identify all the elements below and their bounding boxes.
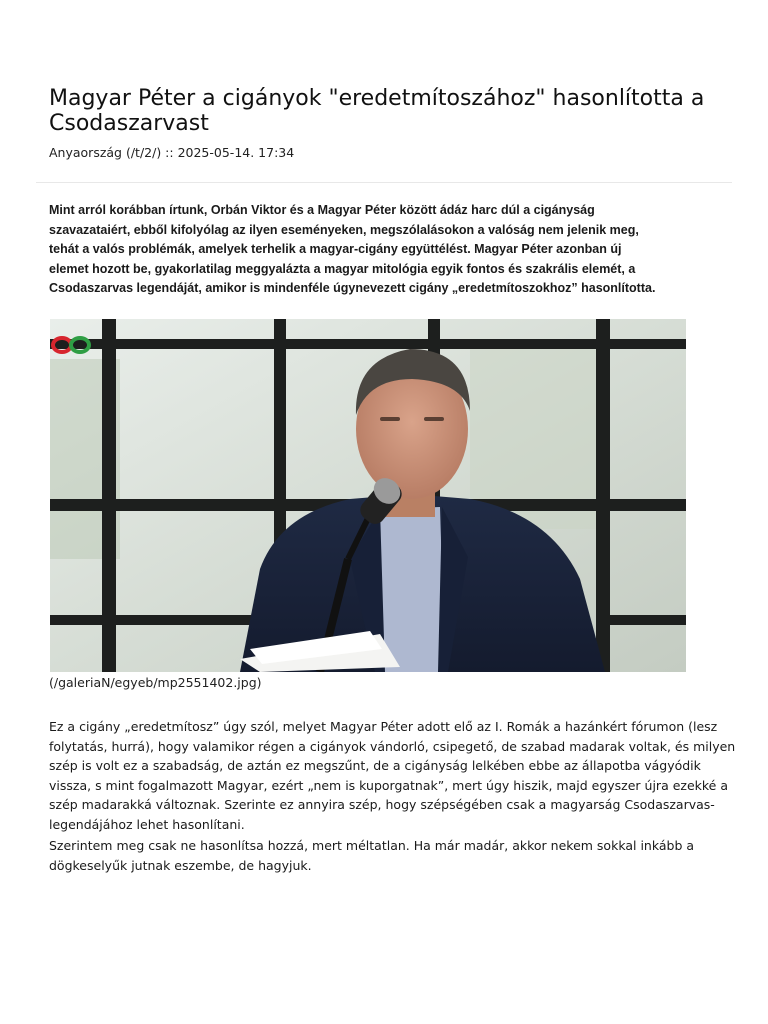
title-line-1: Magyar Péter a cigányok "eredetmítoszához" hasonlította a xyxy=(49,86,705,111)
article-meta xyxy=(49,144,294,162)
meta-separator: :: xyxy=(161,145,178,160)
article-photo[interactable] xyxy=(50,319,686,672)
header-divider xyxy=(36,182,732,183)
article-title xyxy=(49,86,729,136)
image-caption xyxy=(49,674,262,692)
lead-line: Csodaszarvas legendáját, amikor is mindenféle úgynevezett cigány „eredetmítoszokhoz” hasonlította. xyxy=(49,281,656,295)
paragraph-line: szép madarakká változnak. Szerinte ez annyira szép, hogy szépségében csak a magyarság Csodaszarvas- xyxy=(49,797,715,812)
paragraph-line: szép is volt ez a szabadság, de aztán ez megszűnt, de a cigányság lelkében ebbe az állapotba vágyódik xyxy=(49,758,701,773)
publish-datetime: 2025-05-14. 17:34 xyxy=(177,145,295,160)
paragraph-line: dögkeselyűk jutnak eszembe, de hagyjuk. xyxy=(49,857,312,873)
lead-line: szavazataiért, ebből kifolyólag az ilyen eseményeken, megszólalásokon a valóság nem jelenik meg, xyxy=(49,222,639,237)
paragraph-line: Ez a cigány „eredetmítosz” úgy szól, melyet Magyar Péter adott elő az I. Romák a hazánkért fórumon (lesz xyxy=(49,719,718,734)
article-paragraph-2 xyxy=(49,836,739,875)
image-caption-link[interactable]: (/galeriaN/egyeb/mp2551402.jpg) xyxy=(49,675,262,690)
paragraph-line: folytatás, hurrá), hogy valamikor régen a cigányok vándorló, csipegető, de szabad madarak voltak, és milyen xyxy=(49,738,736,754)
title-line-2: Csodaszarvast xyxy=(49,111,209,136)
paragraph-line: Szerintem meg csak ne hasonlítsa hozzá, mert méltatlan. Ha már madár, akkor nekem sokkal inkább a xyxy=(49,838,695,853)
article-paragraph-1 xyxy=(49,717,739,834)
paragraph-line: vissza, s mint fogalmazott Magyar, ezért „nem is kuporgatnak”, mert úgy hiszik, majd egyszer újra ezekké a xyxy=(49,777,728,793)
lead-line: tehát a valós problémák, amelyek terhelik a magyar-cigány együttélést. Magyar Péter azonban új xyxy=(49,242,622,256)
lead-line: elemet hozott be, gyakorlatilag meggyalázta a magyar mitológia egyik fontos és szakrális elemét, a xyxy=(49,261,636,276)
article-lead xyxy=(49,201,719,299)
lead-line: Mint arról korábban írtunk, Orbán Viktor és a Magyar Péter között ádáz harc dúl a cigányság xyxy=(49,203,595,217)
category-link[interactable]: Anyaország (/t/2/) xyxy=(49,145,162,160)
paragraph-line: legendájához lehet hasonlítani. xyxy=(49,816,245,832)
